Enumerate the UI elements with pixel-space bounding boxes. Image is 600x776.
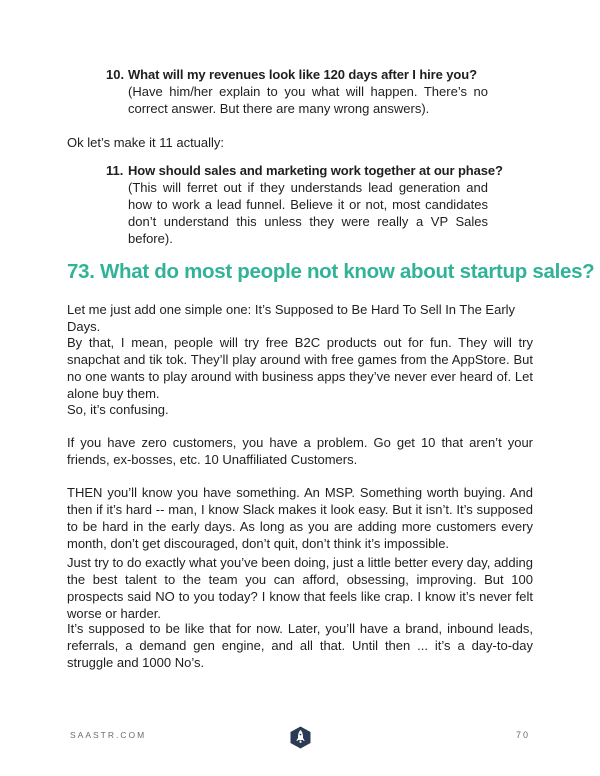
page-number: 70 [516, 730, 531, 740]
paragraph: By that, I mean, people will try free B2C products out for fun. They will try snapchat and tik tok. They’ll play around with free games from the AppStore. But no one wants to play around with business apps they’ve never ever heard of. Let alone buy them. [67, 335, 533, 401]
list-question: How should sales and marketing work together at our phase? [128, 163, 503, 178]
paragraph: If you have zero customers, you have a problem. Go get 10 that aren’t your friends, ex-bosses, etc. 10 Unaffiliated Customers. [67, 435, 533, 467]
paragraph: So, it’s confusing. [67, 402, 169, 417]
interlude-text: Ok let’s make it 11 actually: [67, 135, 225, 150]
footer-site: SAASTR.COM [70, 730, 147, 740]
list-question: What will my revenues look like 120 days after I hire you? [128, 67, 477, 82]
list-explanation: (This will ferret out if they understands lead generation and how to work a lead funnel. Believe it or not, most candidates don’t understand this unless they were really a VP Sales before). [128, 180, 488, 246]
list-item-11 [106, 162, 503, 247]
list-number: 10. [106, 67, 125, 82]
paragraph: THEN you’ll know you have something. An MSP. Something worth buying. And then if it’s hard -- man, I know Slack makes it look easy. But it isn’t. It’s supposed to be hard in the early days. As long as you are adding more customers every month, don’t get discouraged, don’t quit, don’t think it’s impossible. [67, 485, 533, 551]
paragraph: Let me just add one simple one: It’s Supposed to Be Hard To Sell In The Early Days. [67, 302, 516, 334]
list-item-10 [106, 66, 488, 117]
list-explanation: (Have him/her explain to you what will happen. There’s no correct answer. But there are many wrong answers). [128, 84, 488, 116]
paragraph: Just try to do exactly what you’ve been doing, just a little better every day, adding the best talent to the team you can afford, obsessing, improving. But 100 prospects said NO to you today? I know that feels like crap. I know it’s never felt worse or harder. [67, 555, 533, 621]
rocket-hexagon-icon [290, 726, 311, 749]
list-number: 11. [106, 163, 124, 178]
section-heading: 73. What do most people not know about startup sales? [67, 260, 595, 283]
paragraph: It’s supposed to be like that for now. Later, you’ll have a brand, inbound leads, referrals, a demand gen engine, and all that. Until then ... it’s a day-to-day struggle and 1000 No’s. [67, 621, 533, 670]
